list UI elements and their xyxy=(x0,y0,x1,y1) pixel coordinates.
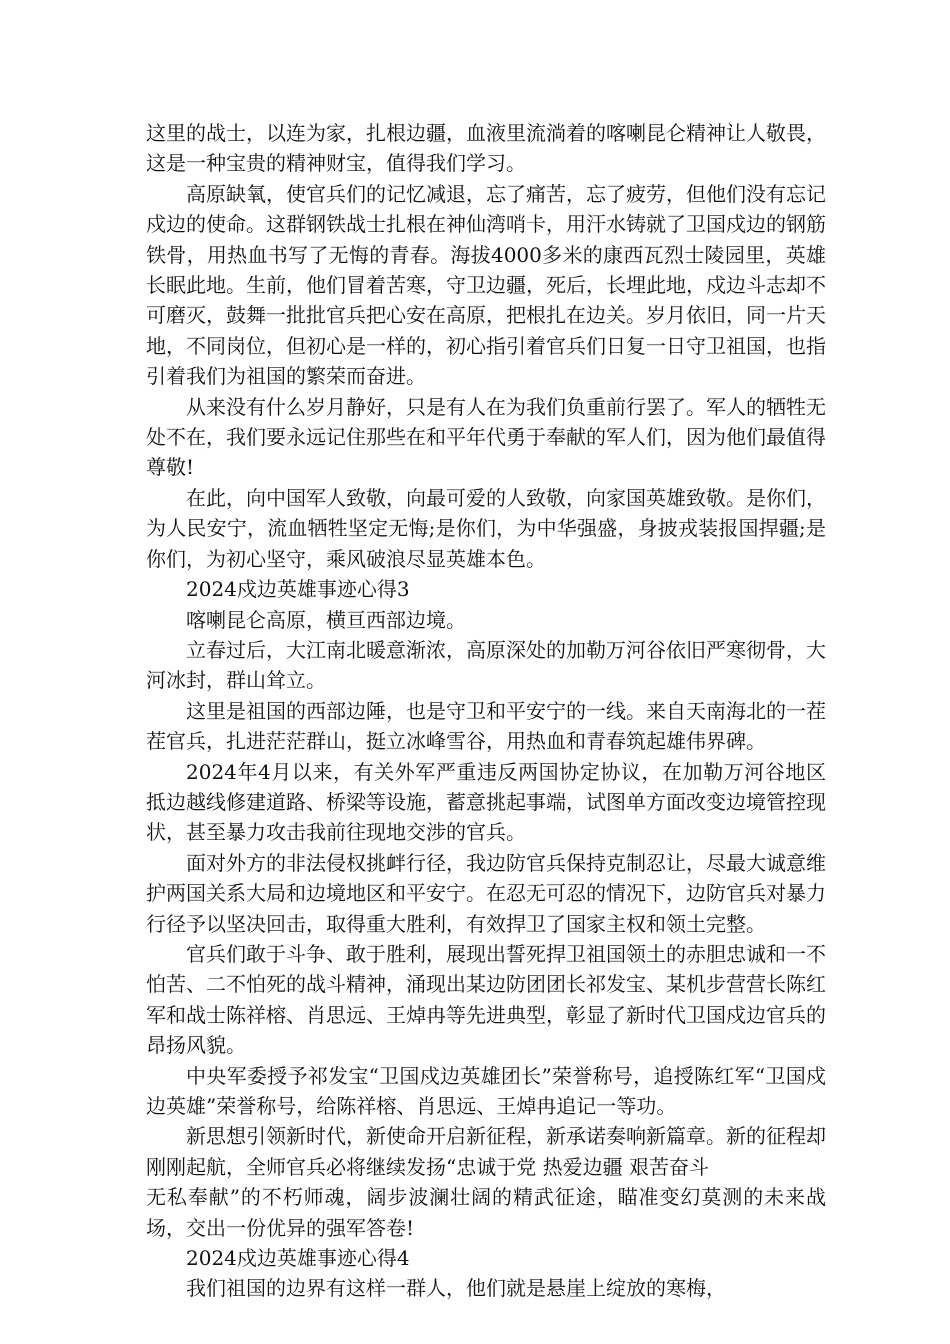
paragraph-salute: 在此，向中国军人致敬，向最可爱的人致敬，向家国英雄致敬。是你们，为人民安宁，流血牺牲坚定无悔;是你们，为中华强盛，身披戎装报国捍疆;是你们，为初心坚守，乘风破浪尽显英雄本色。 xyxy=(146,485,826,571)
paragraph-new-era: 新思想引领新时代，新使命开启新征程，新承诺奏响新篇章。新的征程却刚刚起航，全师官兵必将继续发扬“忠诚于党 热爱边疆 艰苦奋斗 无私奉献”的不朽师魂，阔步波澜壮阔的精武征途，瞄准变幻莫测的未来战场，交出一份优异的强军答卷! xyxy=(146,1124,826,1240)
section-heading-4: 2024戍边英雄事迹心得4 xyxy=(186,1246,410,1271)
paragraph-winter-plum: 我们祖国的边界有这样一群人，他们就是悬崖上绽放的寒梅， xyxy=(186,1276,726,1301)
paragraph-april: 2024年4月以来，有关外军严重违反两国协定协议，在加勒万河谷地区抵边越线修建道路、桥梁等设施，蓄意挑起事端，试图单方面改变边境管控现状，甚至暴力攻击我前往现地交涉的官兵。 xyxy=(146,759,826,845)
section-heading-3: 2024戍边英雄事迹心得3 xyxy=(186,577,410,602)
paragraph-honors: 中央军委授予祁发宝“卫国戍边英雄团长”荣誉称号，追授陈红军“卫国戍边英雄”荣誉称号，给陈祥榕、肖思远、王焯冉追记一等功。 xyxy=(146,1063,826,1118)
paragraph-frontier: 这里是祖国的西部边陲，也是守卫和平安宁的一线。来自天南海北的一茬茬官兵，扎进茫茫群山，挺立冰峰雪谷，用热血和青春筑起雄伟界碑。 xyxy=(146,698,826,754)
document-page xyxy=(146,118,826,1304)
paragraph-sacrifice: 从来没有什么岁月静好，只是有人在为我们负重前行罢了。军人的牺牲无处不在，我们要永远记住那些在和平年代勇于奉献的军人们，因为他们最值得尊敬! xyxy=(146,394,826,480)
paragraph-karakoram: 喀喇昆仑高原，横亘西部边境。 xyxy=(186,607,466,632)
paragraph-restraint: 面对外方的非法侵权挑衅行径，我边防官兵保持克制忍让，尽最大诚意维护两国关系大局和边境地区和平安宁。在忍无可忍的情况下，边防官兵对暴力行径予以坚决回击，取得重大胜利，有效捍卫了国家主权和领土完整。 xyxy=(146,850,826,936)
paragraph-plateau: 高原缺氧，使官兵们的记忆减退，忘了痛苦，忘了疲劳，但他们没有忘记戍边的使命。这群钢铁战士扎根在神仙湾哨卡，用汗水铸就了卫国戍边的钢筋铁骨，用热血书写了无悔的青春。海拔4000多米的康西瓦烈士陵园里，英雄长眠此地。生前，他们冒着苦寒，守卫边疆，死后，长埋此地，戍边斗志却不可磨灭，鼓舞一批批官兵把心安在高原，把根扎在边关。岁月依旧，同一片天地，不同岗位，但初心是一样的，初心指引着官兵们日复一日守卫祖国，也指引着我们为祖国的繁荣而奋进。 xyxy=(146,181,826,389)
paragraph-spring: 立春过后，大江南北暖意渐浓，高原深处的加勒万河谷依旧严寒彻骨，大河冰封，群山耸立。 xyxy=(146,637,826,693)
paragraph-courage: 官兵们敢于斗争、敢于胜利，展现出誓死捍卫祖国领土的赤胆忠诚和一不怕苦、二不怕死的战斗精神，涌现出某边防团团长祁发宝、某机步营营长陈红军和战士陈祥榕、肖思远、王焯冉等先进典型，彰显了新时代卫国戍边官兵的昂扬风貌。 xyxy=(146,941,826,1058)
paragraph-continuation: 这里的战士，以连为家，扎根边疆，血液里流淌着的喀喇昆仑精神让人敬畏，这是一种宝贵的精神财宝，值得我们学习。 xyxy=(146,121,826,176)
